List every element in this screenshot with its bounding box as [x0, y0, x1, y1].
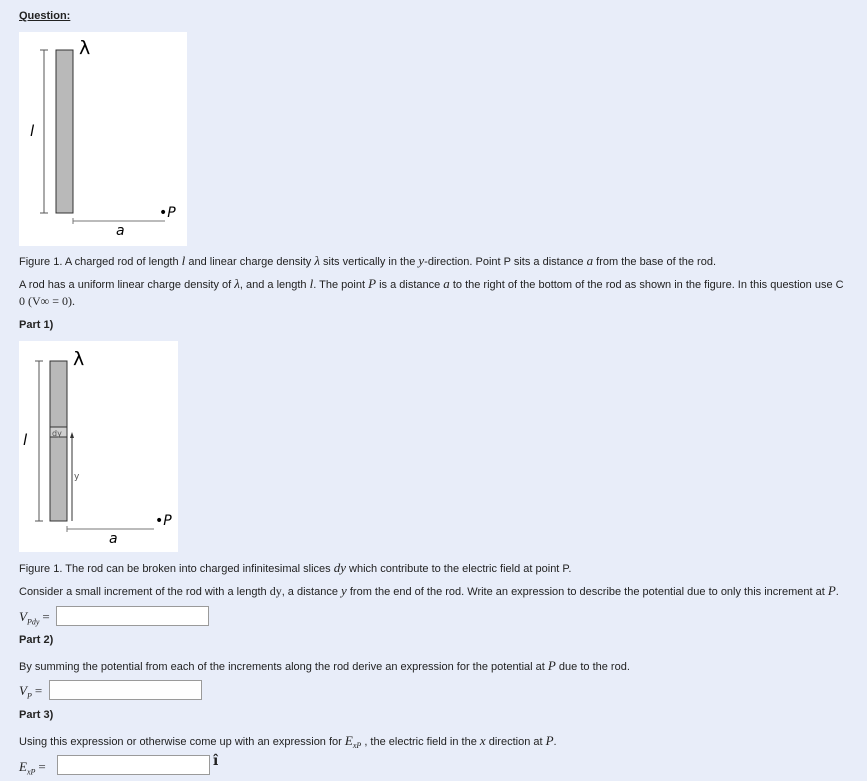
distance-label: a [109, 531, 118, 547]
figure1-caption: Figure 1. A charged rod of length l and linear charge density λ sits vertically in the y-direction. Point P sits a distance a from the base of the rod. [19, 253, 717, 268]
part3-answer-label: $E_{xP}$ = [19, 759, 46, 777]
part1-answer-input[interactable] [56, 606, 209, 626]
part1-text: Consider a small increment of the rod with a length dy, a distance y from the end of the rod. Write an expression to describe the potential due to only this increment at P. [19, 583, 839, 598]
figure-charged-rod [19, 32, 187, 246]
rod-slices-diagram [19, 341, 178, 552]
part2-heading: Part 2) [19, 634, 54, 646]
dy-label: dy [52, 429, 62, 438]
part2-answer-label: $V_P$ = [19, 683, 43, 701]
point-p-label: •P [155, 513, 172, 529]
part1-figure-caption: Figure 1. The rod can be broken into charged infinitesimal slices dy which contribute to the electric field at point P. [19, 560, 572, 575]
figure-rod-slices [19, 341, 178, 552]
part3-answer-input[interactable] [57, 755, 210, 775]
question-heading: Question: [19, 10, 71, 22]
rod-diagram [19, 32, 187, 246]
part2-answer-input[interactable] [49, 680, 202, 700]
charged-rod [50, 361, 67, 521]
length-label: l [23, 431, 28, 449]
unit-vector-i-icon: î [213, 753, 219, 769]
part3-heading: Part 3) [19, 709, 54, 721]
length-label: l [30, 122, 35, 140]
intro-text-line2: 0 (V∞ = 0). [19, 294, 75, 308]
y-label: y [74, 472, 80, 482]
lambda-label: λ [79, 37, 91, 59]
part1-answer-label: $V_{Pdy}$ = [19, 609, 50, 627]
part1-heading: Part 1) [19, 319, 54, 331]
charged-rod [56, 50, 73, 213]
distance-label: a [116, 223, 125, 239]
lambda-label: λ [73, 348, 85, 370]
part2-text: By summing the potential from each of the increments along the rod derive an expression for the potential at P due to the rod. [19, 658, 630, 673]
part3-text: Using this expression or otherwise come up with an expression for $E_{xP}$ , the electric field in the x direction at P. [19, 733, 557, 751]
intro-text: A rod has a uniform linear charge density of λ, and a length l. The point P is a distance a to the right of the bottom of the rod as shown in the figure. In this question use C [19, 276, 844, 291]
point-p-label: •P [159, 205, 176, 221]
